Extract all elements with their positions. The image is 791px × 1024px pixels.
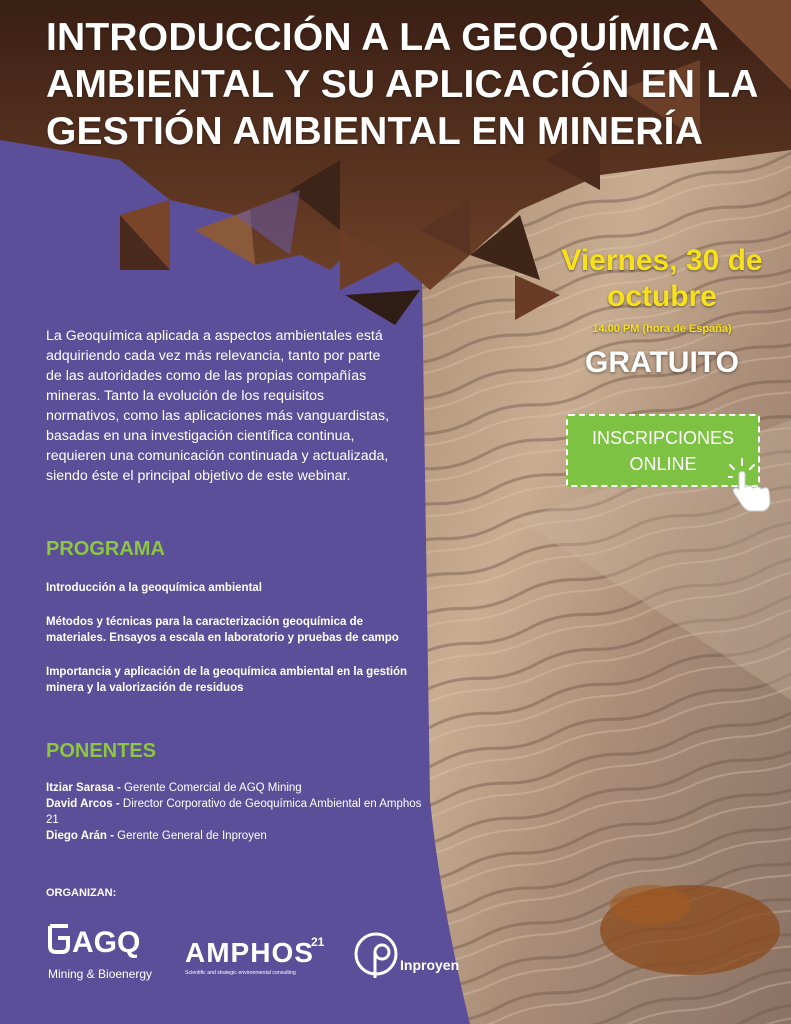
event-date <box>560 243 764 315</box>
agq-logo <box>46 922 161 990</box>
inproyen-logo-text: Inproyen <box>400 957 460 973</box>
agq-logo-text: AGQ <box>72 926 141 959</box>
list-item: Importancia y aplicación de la geoquímica ambiental en la gestión minera y la valorización de residuos <box>46 666 408 694</box>
speaker-role: Gerente Comercial de AGQ Mining <box>120 782 302 794</box>
list-item: Introducción a la geoquímica ambiental <box>46 582 262 594</box>
list-item <box>46 780 426 796</box>
hand-pointer-icon <box>728 457 778 513</box>
register-button-label: INSCRIPCIONES ONLINE <box>591 427 735 474</box>
amphos-logo-text: AMPHOS <box>185 937 314 968</box>
speaker-name: Itziar Sarasa - <box>46 782 121 794</box>
organizers-label: ORGANIZAN: <box>46 887 117 899</box>
ponentes-heading: PONENTES <box>46 740 157 762</box>
event-date-line2: octubre <box>606 280 717 313</box>
speaker-role: Gerente General de Inproyen <box>113 830 267 842</box>
list-item <box>46 828 426 844</box>
inproyen-logo <box>350 928 480 984</box>
amphos-logo-subtitle: Scientific and strategic environmental consulting <box>185 970 296 976</box>
programa-heading: PROGRAMA <box>46 538 165 560</box>
amphos-logo-sup: 21 <box>311 935 325 949</box>
title-line: INTRODUCCIÓN A LA GEOQUÍMICA <box>46 16 719 59</box>
speaker-name: Diego Arán - <box>46 830 114 842</box>
speaker-role: Director Corporativo de Geoquímica Ambiental en Amphos 21 <box>46 798 422 826</box>
agq-logo-subtitle: Mining & Bioenergy <box>48 967 153 981</box>
intro-paragraph: La Geoquímica aplicada a aspectos ambientales está adquiriendo cada vez más relevancia, tanto por parte de las autoridades como de las propias compañías mineras. Tanto la evolución de los requisitos normativos, como las aplicaciones más vanguardistas, basadas en una investigación científica continua, requieren una comunicación continuada y actualizada, siendo éste el principal objetivo de este webinar. <box>46 328 390 484</box>
price-label: GRATUITO <box>585 346 739 379</box>
event-date-line1: Viernes, 30 de <box>561 244 763 277</box>
speaker-name: David Arcos - <box>46 798 120 810</box>
ponentes-list <box>46 780 426 844</box>
list-item: Métodos y técnicas para la caracterización geoquímica de materiales. Ensayos a escala en laboratorio y pruebas de campo <box>46 616 399 644</box>
event-time: 14.00 PM (hora de España) <box>592 323 732 335</box>
title-line: AMBIENTAL Y SU APLICACIÓN EN LA <box>46 63 759 106</box>
list-item <box>46 796 426 828</box>
amphos-logo <box>185 932 335 978</box>
title-line: GESTIÓN AMBIENTAL EN MINERÍA <box>46 110 704 153</box>
page-title <box>46 14 766 155</box>
programa-list <box>46 580 426 714</box>
